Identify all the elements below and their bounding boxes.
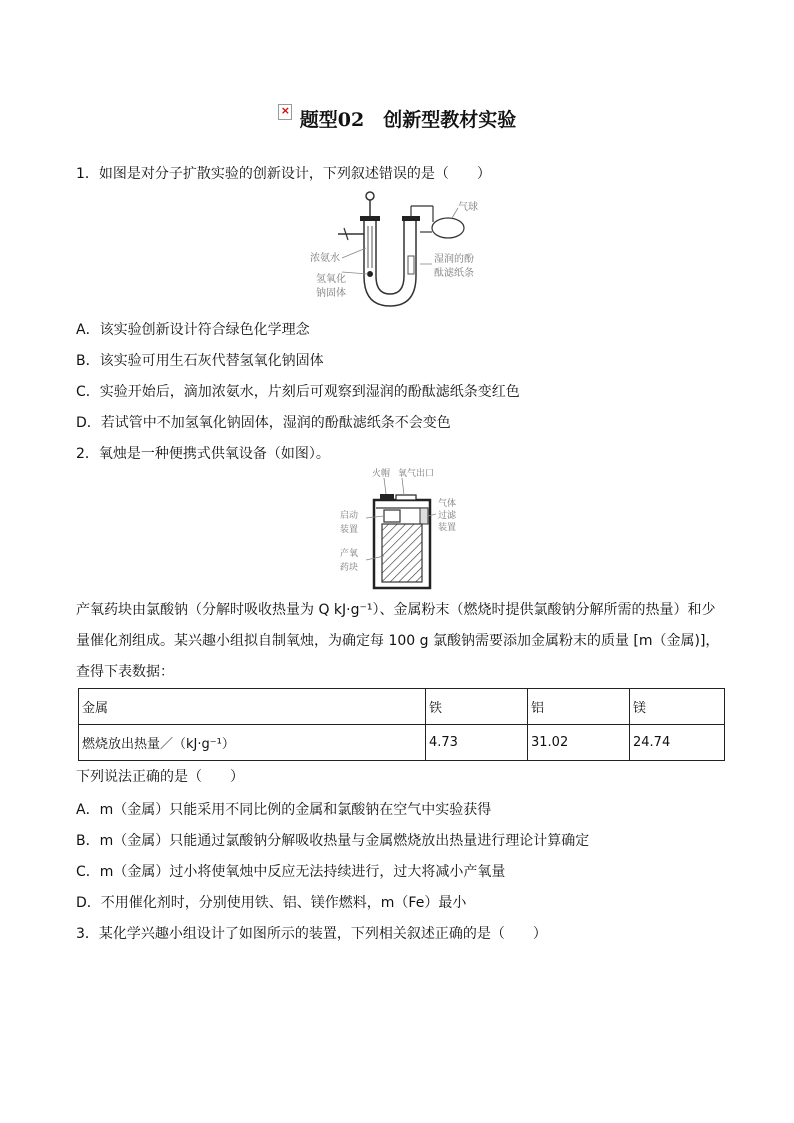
table-cell: 31.02	[528, 725, 630, 761]
q1-option-a: A．该实验创新设计符合绿色化学理念	[76, 322, 310, 338]
oxygen-candle-diagram	[336, 466, 486, 592]
table-cell: 4.73	[426, 725, 528, 761]
table-cell: 24.74	[630, 725, 725, 761]
q2-paragraph: 产氧药块由氯酸钠（分解时吸收热量为 Q kJ·g⁻¹）、金属粉末（燃烧时提供氯酸钠分解所需的热量）和少量催化剂组成。某兴趣小组拟自制氧烛，为确定每 100 g 氯酸钠需要添加金属粉末的质量 [m（金属)]，查得下表数据：	[76, 602, 720, 680]
fire-cap	[380, 494, 394, 501]
filter-paper-strip	[408, 256, 414, 274]
right-stopper	[402, 216, 420, 221]
table-header-cell: 镁	[630, 689, 725, 725]
table-header-cell: 铁	[426, 689, 528, 725]
broken-image-icon	[278, 104, 292, 120]
table-header-cell: 金属	[79, 689, 426, 725]
label-start-2: 装置	[340, 525, 359, 535]
title-row	[0, 104, 794, 132]
question-1-stem: 1．如图是对分子扩散实验的创新设计，下列叙述错误的是（ ）	[76, 166, 491, 182]
left-stopper	[360, 216, 380, 221]
label-paper-1: 湿润的酚	[434, 254, 474, 265]
oxygen-candle-figure	[336, 466, 486, 596]
gas-filter	[420, 508, 428, 524]
start-device	[384, 510, 400, 522]
table-header-cell: 铝	[528, 689, 630, 725]
balloon-shape	[432, 218, 464, 238]
q2-prompt: 下列说法正确的是（ ）	[76, 769, 244, 785]
oxygen-drug-block	[382, 524, 422, 582]
label-cap: 火帽	[372, 469, 391, 479]
q2-option-c: C．m（金属）过小将使氧烛中反应无法持续进行，过大将减小产氧量	[76, 864, 506, 880]
label-filter-3: 装置	[438, 523, 457, 533]
q1-option-c: C．实验开始后，滴加浓氨水，片刻后可观察到湿润的酚酞滤纸条变红色	[76, 384, 520, 400]
u-tube-diagram	[308, 188, 508, 308]
table-cell: 燃烧放出热量／（kJ·g⁻¹）	[79, 725, 426, 761]
oxygen-outlet	[396, 495, 416, 500]
label-paper-2: 酞滤纸条	[434, 268, 474, 279]
label-block-1: 产氧	[340, 549, 359, 559]
label-block-2: 药块	[340, 563, 359, 573]
dropper-bulb	[366, 192, 374, 200]
table-header-row	[79, 689, 725, 725]
label-start-1: 启动	[340, 511, 359, 521]
label-filter-1: 气体	[438, 499, 457, 509]
q2-option-d: D．不用催化剂时，分别使用铁、铝、镁作燃料，m（Fe）最小	[76, 895, 467, 911]
label-ammonia: 浓氨水	[310, 253, 340, 264]
q2-option-b: B．m（金属）只能通过氯酸钠分解吸收热量与金属燃烧放出热量进行理论计算确定	[76, 833, 590, 849]
label-naoh-2: 钠固体	[316, 288, 346, 299]
question-2-stem: 2．氧烛是一种便携式供氧设备（如图）。	[76, 446, 330, 462]
label-balloon: 气球	[458, 202, 478, 213]
question-3-stem: 3．某化学兴趣小组设计了如图所示的装置，下列相关叙述正确的是（ ）	[76, 926, 547, 942]
label-outlet: 氧气出口	[398, 469, 435, 479]
q1-option-b: B．该实验可用生石灰代替氢氧化钠固体	[76, 353, 324, 369]
diffusion-apparatus-figure	[308, 188, 508, 312]
label-naoh-1: 氢氧化	[316, 274, 346, 285]
label-filter-2: 过滤	[438, 511, 457, 521]
heat-data-table	[78, 688, 725, 761]
table-row	[79, 725, 725, 761]
page-title: 题型02 创新型教材实验	[299, 109, 517, 131]
q2-option-a: A．m（金属）只能采用不同比例的金属和氯酸钠在空气中实验获得	[76, 802, 492, 818]
q1-option-d: D．若试管中不加氢氧化钠固体，湿润的酚酞滤纸条不会变色	[76, 415, 451, 431]
